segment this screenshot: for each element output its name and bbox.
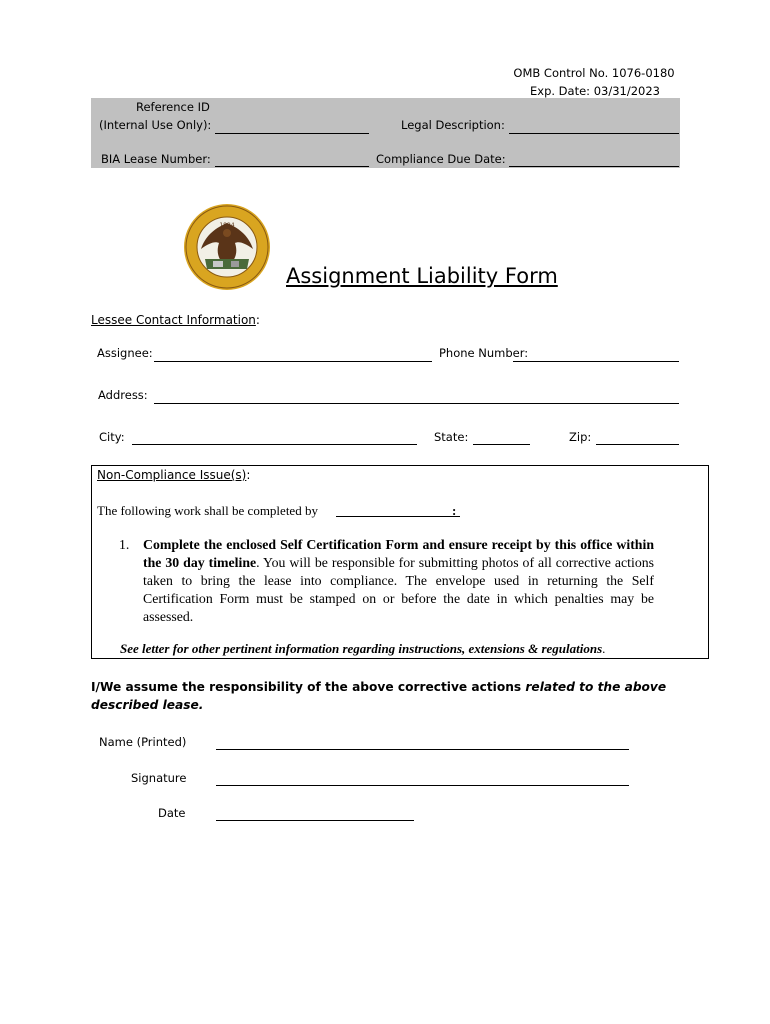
item-number: 1. bbox=[119, 537, 130, 552]
address-field[interactable] bbox=[154, 403, 679, 404]
address-label: Address: bbox=[98, 388, 148, 402]
zip-label: Zip: bbox=[569, 430, 592, 444]
reference-id-field[interactable] bbox=[215, 133, 369, 134]
completion-statement-colon: : bbox=[452, 503, 457, 518]
page-title: Assignment Liability Form bbox=[286, 264, 558, 288]
reference-id-label: Reference ID bbox=[136, 100, 210, 114]
reference-id-label-sub: (Internal Use Only): bbox=[99, 118, 212, 132]
lessee-contact-heading: Lessee Contact Information: bbox=[91, 313, 260, 327]
bia-lease-number-field[interactable] bbox=[215, 166, 369, 167]
zip-field[interactable] bbox=[596, 444, 679, 445]
legal-description-label: Legal Description: bbox=[401, 118, 505, 132]
responsibility-statement: I/We assume the responsibility of the above corrective actions related to the above described lease. bbox=[91, 680, 667, 712]
compliance-due-date-field[interactable] bbox=[509, 166, 679, 167]
see-letter-note: See letter for other pertinent information regarding instructions, extensions & regulations. bbox=[120, 641, 606, 656]
omb-control-number: OMB Control No. 1076-0180 bbox=[513, 66, 675, 80]
seal-year: 1824 bbox=[219, 222, 235, 229]
state-field[interactable] bbox=[473, 444, 530, 445]
city-label: City: bbox=[99, 430, 125, 444]
bia-seal-icon bbox=[183, 203, 271, 291]
city-field[interactable] bbox=[132, 444, 417, 445]
legal-description-field[interactable] bbox=[509, 133, 679, 134]
date-label: Date bbox=[158, 806, 186, 820]
bia-lease-number-label: BIA Lease Number: bbox=[101, 152, 211, 166]
name-printed-field[interactable] bbox=[216, 749, 629, 750]
name-printed-label: Name (Printed) bbox=[99, 735, 187, 749]
state-label: State: bbox=[434, 430, 469, 444]
corrective-action-item: Complete the enclosed Self Certification Form and ensure receipt by this office within the 30 day timeline. You will be responsible for submitting photos of all corrective actions taken to bring the lease into compliance. The envelope used in returning the Self Certification Form must be stamped on or before the date in which penalties may be assessed. bbox=[143, 537, 654, 624]
completion-statement: The following work shall be completed by bbox=[97, 503, 318, 518]
signature-field[interactable] bbox=[216, 785, 629, 786]
non-compliance-heading: Non-Compliance Issue(s): bbox=[97, 468, 251, 482]
signature-label: Signature bbox=[131, 771, 187, 785]
expiration-date: Exp. Date: 03/31/2023 bbox=[530, 84, 660, 98]
phone-number-field[interactable] bbox=[513, 361, 679, 362]
phone-number-label: Phone Number: bbox=[439, 346, 529, 360]
assignee-label: Assignee: bbox=[97, 346, 153, 360]
assignee-field[interactable] bbox=[154, 361, 432, 362]
compliance-due-date-label: Compliance Due Date: bbox=[376, 152, 506, 166]
date-field[interactable] bbox=[216, 820, 414, 821]
completion-date-field[interactable] bbox=[336, 516, 460, 517]
